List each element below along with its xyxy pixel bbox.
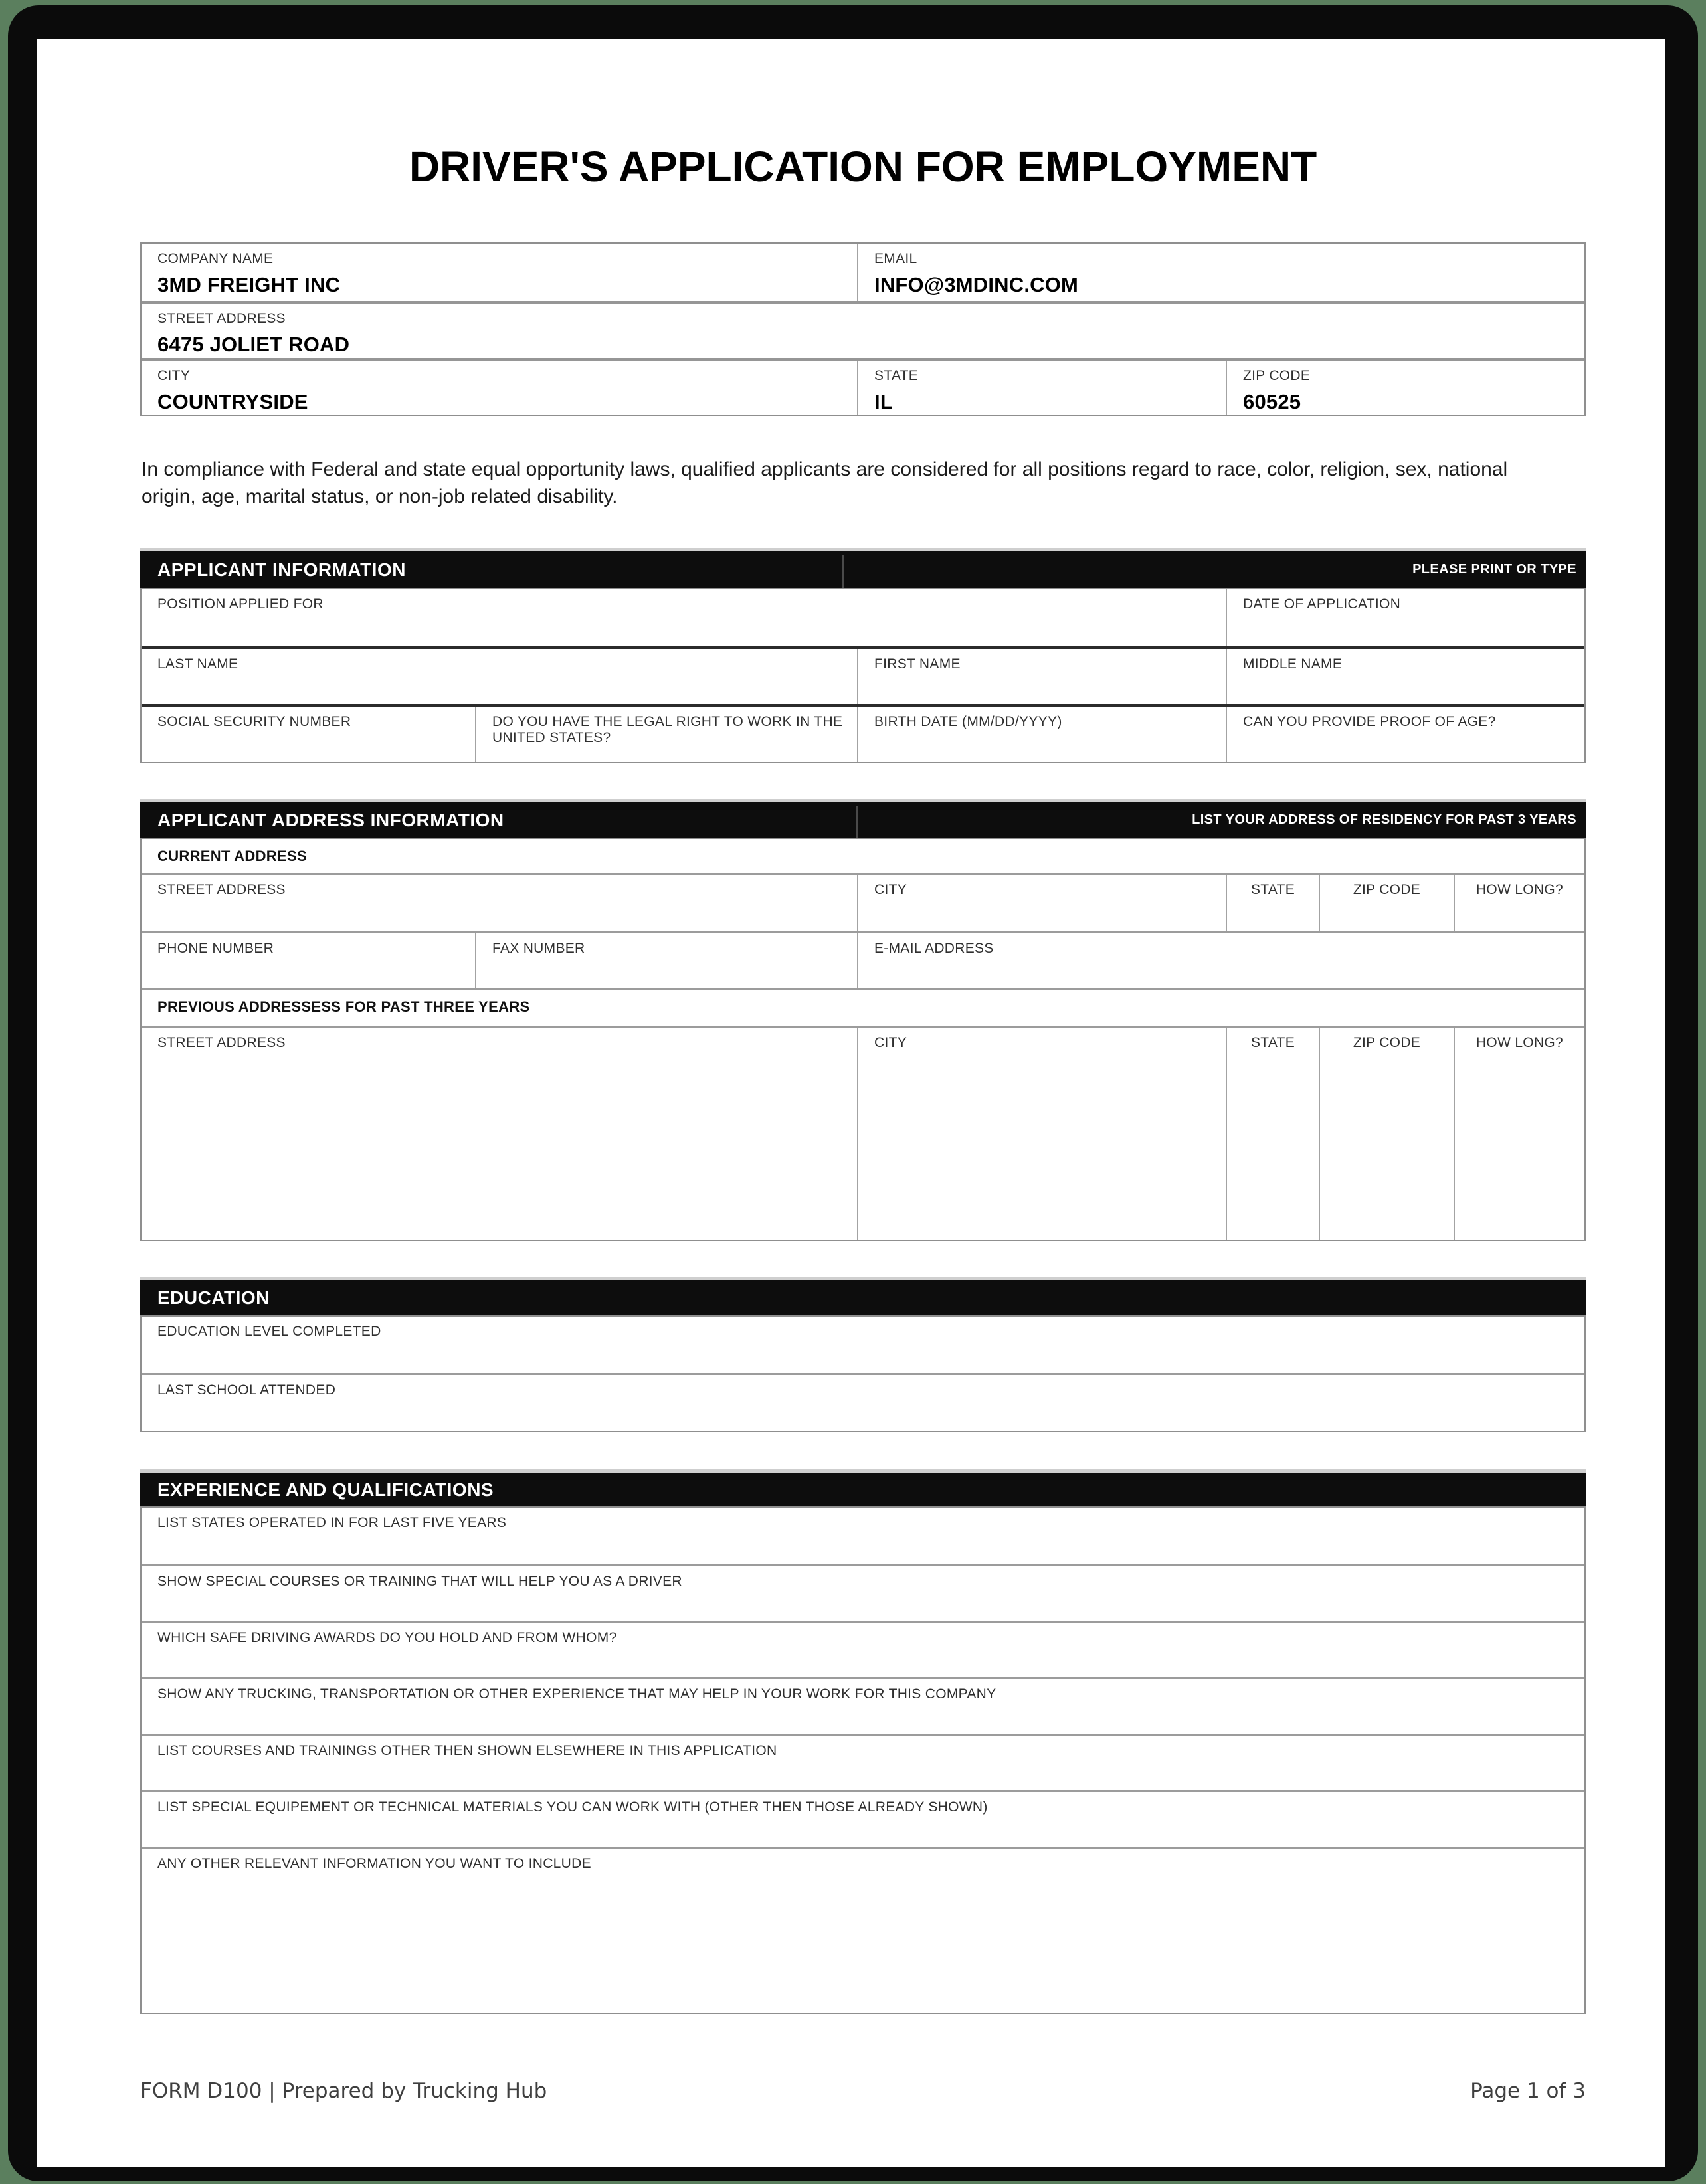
company-email-label: EMAIL <box>874 251 917 266</box>
form-title: DRIVER'S APPLICATION FOR EMPLOYMENT <box>409 143 1317 191</box>
middle-name-label: MIDDLE NAME <box>1243 656 1343 672</box>
middle-name-field[interactable] <box>1226 649 1584 704</box>
address-info-header-bar <box>140 799 1586 838</box>
current-zip-field[interactable] <box>1319 875 1454 931</box>
previous-state-header <box>1226 1028 1319 1063</box>
previous-street-field[interactable] <box>142 1063 857 1240</box>
address-info-note: LIST YOUR ADDRESS OF RESIDENCY FOR PAST 3 YEARS <box>1192 812 1576 827</box>
phone-number-label: PHONE NUMBER <box>157 941 274 956</box>
first-name-field[interactable] <box>857 649 1226 704</box>
table-row <box>142 931 1584 988</box>
table-row <box>142 1063 1584 1240</box>
footer-page-number: Page 1 of 3 <box>1470 2079 1586 2103</box>
company-street-value: 6475 JOLIET ROAD <box>157 333 350 356</box>
first-name-label: FIRST NAME <box>874 656 961 672</box>
date-of-application-label: DATE OF APPLICATION <box>1243 596 1401 612</box>
other-courses-field[interactable] <box>142 1736 1584 1790</box>
last-school-field[interactable] <box>142 1375 1584 1431</box>
trucking-experience-label: SHOW ANY TRUCKING, TRANSPORTATION OR OTHER EXPERIENCE THAT MAY HELP IN YOUR WORK FOR THIS COMPANY <box>157 1686 996 1702</box>
current-how-long-label: HOW LONG? <box>1475 882 1564 897</box>
previous-how-long-field[interactable] <box>1454 1063 1584 1240</box>
education-header-bar <box>140 1277 1586 1315</box>
applicant-info-header: APPLICANT INFORMATION <box>157 559 406 580</box>
states-operated-label: LIST STATES OPERATED IN FOR LAST FIVE YEARS <box>157 1515 507 1530</box>
table-row <box>142 839 1584 873</box>
address-info-header: APPLICANT ADDRESS INFORMATION <box>157 809 504 830</box>
address-info-table <box>140 838 1586 1241</box>
date-of-application-field[interactable] <box>1226 589 1584 646</box>
applicant-info-table <box>140 588 1586 763</box>
position-applied-field[interactable] <box>142 589 1226 646</box>
table-row <box>142 301 1584 358</box>
table-row <box>142 1026 1584 1063</box>
applicant-info-header-bar <box>140 548 1586 588</box>
form-page <box>37 39 1665 2167</box>
previous-city-label: CITY <box>874 1035 907 1050</box>
driving-awards-field[interactable] <box>142 1623 1584 1677</box>
other-courses-label: LIST COURSES AND TRAININGS OTHER THEN SHOWN ELSEWHERE IN THIS APPLICATION <box>157 1743 777 1758</box>
compliance-paragraph: In compliance with Federal and state equal opportunity laws, qualified applicants are considered for all positions regard to race, color, religion, sex, national origin, age, marital status, or non-job related disability. <box>142 458 1508 507</box>
driving-awards-label: WHICH SAFE DRIVING AWARDS DO YOU HOLD AND FROM WHOM? <box>157 1630 617 1645</box>
current-city-field[interactable] <box>857 875 1226 931</box>
company-zip-value: 60525 <box>1243 390 1301 413</box>
legal-right-field[interactable] <box>475 707 857 762</box>
proof-of-age-label: CAN YOU PROVIDE PROOF OF AGE? <box>1243 714 1496 729</box>
company-zip-label: ZIP CODE <box>1243 368 1311 383</box>
current-street-field[interactable] <box>142 875 857 931</box>
page-footer <box>140 2079 1586 2103</box>
table-row <box>142 358 1584 415</box>
education-table <box>140 1315 1586 1432</box>
previous-state-label: STATE <box>1250 1035 1295 1050</box>
last-school-label: LAST SCHOOL ATTENDED <box>157 1382 336 1398</box>
special-courses-field[interactable] <box>142 1566 1584 1621</box>
fax-number-field[interactable] <box>475 933 857 988</box>
company-city-field[interactable] <box>142 361 857 415</box>
ssn-field[interactable] <box>142 707 475 762</box>
position-applied-label: POSITION APPLIED FOR <box>157 596 324 612</box>
table-row <box>142 1790 1584 1847</box>
previous-street-label: STREET ADDRESS <box>157 1035 286 1050</box>
table-row <box>142 1373 1584 1431</box>
special-courses-label: SHOW SPECIAL COURSES OR TRAINING THAT WILL HELP YOU AS A DRIVER <box>157 1574 682 1589</box>
previous-zip-header <box>1319 1028 1454 1063</box>
trucking-experience-field[interactable] <box>142 1679 1584 1734</box>
current-zip-label: ZIP CODE <box>1353 882 1421 897</box>
company-state-value: IL <box>874 390 893 413</box>
previous-zip-field[interactable] <box>1319 1063 1454 1240</box>
education-header: EDUCATION <box>157 1287 270 1308</box>
experience-header-bar <box>140 1469 1586 1506</box>
table-row <box>142 1847 1584 2013</box>
education-level-field[interactable] <box>142 1317 1584 1373</box>
email-address-field[interactable] <box>857 933 1584 988</box>
form-content <box>140 39 1586 2167</box>
previous-city-field[interactable] <box>857 1063 1226 1240</box>
company-street-label: STREET ADDRESS <box>157 311 286 326</box>
company-state-field[interactable] <box>857 361 1226 415</box>
last-name-label: LAST NAME <box>157 656 238 672</box>
table-row <box>142 1734 1584 1790</box>
legal-right-label: DO YOU HAVE THE LEGAL RIGHT TO WORK IN THE UNITED STATES? <box>492 714 843 745</box>
experience-table <box>140 1506 1586 2014</box>
table-row <box>142 1621 1584 1677</box>
company-name-label: COMPANY NAME <box>157 251 274 266</box>
current-street-label: STREET ADDRESS <box>157 882 286 897</box>
fax-number-label: FAX NUMBER <box>492 941 585 956</box>
company-email-value: INFO@3MDINC.COM <box>874 273 1079 296</box>
current-state-field[interactable] <box>1226 875 1319 931</box>
company-name-field[interactable] <box>142 244 857 301</box>
company-city-value: COUNTRYSIDE <box>157 390 308 413</box>
experience-header: EXPERIENCE AND QUALIFICATIONS <box>157 1479 494 1500</box>
table-row <box>142 646 1584 704</box>
special-equipment-field[interactable] <box>142 1792 1584 1847</box>
previous-zip-label: ZIP CODE <box>1353 1035 1421 1050</box>
current-city-label: CITY <box>874 882 907 897</box>
table-row <box>142 1677 1584 1734</box>
phone-number-field[interactable] <box>142 933 475 988</box>
header-bar-divider <box>842 555 844 588</box>
last-name-field[interactable] <box>142 649 857 704</box>
company-email-field[interactable] <box>857 244 1584 301</box>
ssn-label: SOCIAL SECURITY NUMBER <box>157 714 351 729</box>
company-name-value: 3MD FREIGHT INC <box>157 273 341 296</box>
applicant-info-note: PLEASE PRINT OR TYPE <box>1412 562 1576 577</box>
previous-how-long-header <box>1454 1028 1584 1063</box>
other-information-label: ANY OTHER RELEVANT INFORMATION YOU WANT TO INCLUDE <box>157 1856 591 1871</box>
special-equipment-label: LIST SPECIAL EQUIPEMENT OR TECHNICAL MATERIALS YOU CAN WORK WITH (OTHER THEN THOSE ALREADY SHOWN) <box>157 1799 988 1815</box>
states-operated-field[interactable] <box>142 1508 1584 1564</box>
header-bar-divider <box>856 806 858 838</box>
table-row <box>142 873 1584 931</box>
company-state-label: STATE <box>874 368 919 383</box>
email-address-label: E-MAIL ADDRESS <box>874 941 994 956</box>
table-row <box>142 1508 1584 1564</box>
table-row <box>142 589 1584 646</box>
table-row <box>142 704 1584 762</box>
previous-state-field[interactable] <box>1226 1063 1319 1240</box>
current-how-long-field[interactable] <box>1454 875 1584 931</box>
previous-how-long-label: HOW LONG? <box>1475 1035 1564 1050</box>
birth-date-label: BIRTH DATE (MM/DD/YYYY) <box>874 714 1062 729</box>
birth-date-field[interactable] <box>857 707 1226 762</box>
current-address-subheader: CURRENT ADDRESS <box>157 848 307 864</box>
table-row <box>142 1317 1584 1373</box>
other-information-field[interactable] <box>142 1849 1584 2013</box>
current-state-label: STATE <box>1250 882 1295 897</box>
proof-of-age-field[interactable] <box>1226 707 1584 762</box>
company-info-table <box>140 242 1586 416</box>
table-row <box>142 244 1584 301</box>
previous-street-header <box>142 1028 857 1063</box>
footer-form-id: FORM D100 | Prepared by Trucking Hub <box>140 2079 547 2103</box>
previous-city-header <box>857 1028 1226 1063</box>
previous-addresses-subheader: PREVIOUS ADDRESSESS FOR PAST THREE YEARS <box>157 998 530 1015</box>
company-city-label: CITY <box>157 368 191 383</box>
table-row <box>142 988 1584 1026</box>
table-row <box>142 1564 1584 1621</box>
company-street-field[interactable] <box>142 304 1584 358</box>
education-level-label: EDUCATION LEVEL COMPLETED <box>157 1324 381 1339</box>
company-zip-field[interactable] <box>1226 361 1584 415</box>
